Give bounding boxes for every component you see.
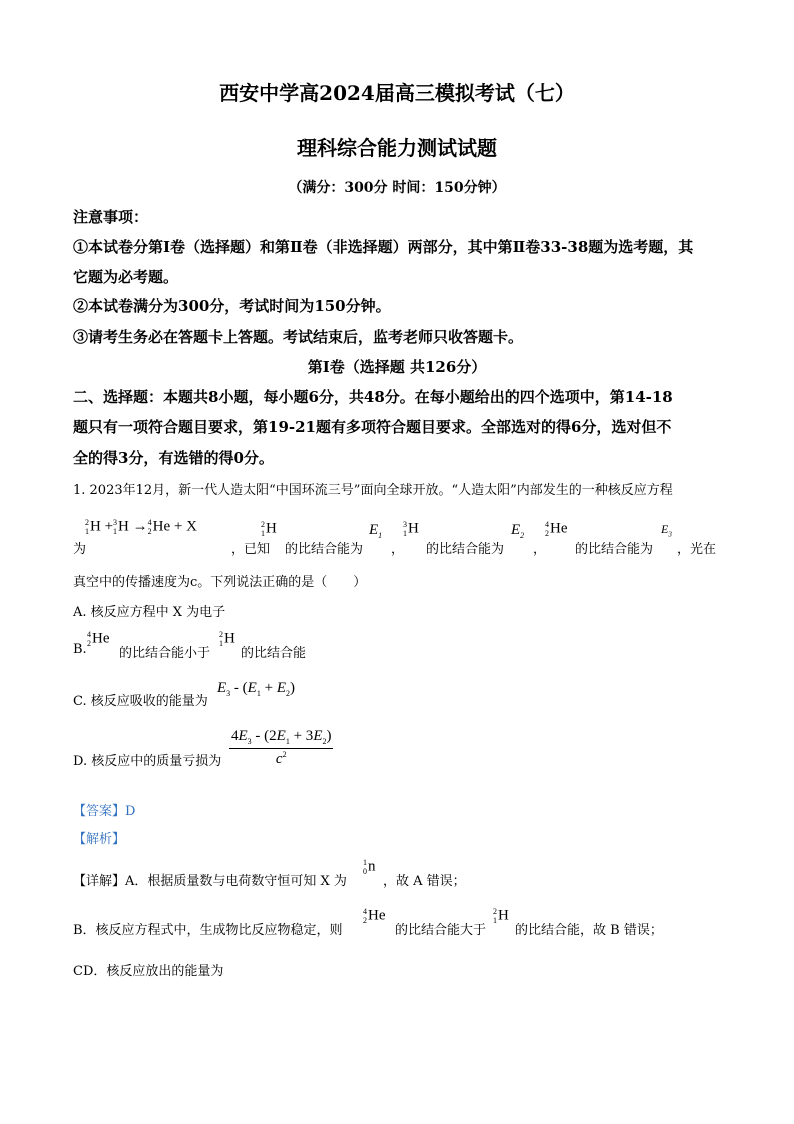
detail-cd: CD．核反应放出的能量为 (73, 964, 224, 979)
analysis-label: 【解析】 (73, 832, 126, 847)
notice-item-3: ③请考生务必在答题卡上答题。考试结束后，监考老师只收答题卡。 (73, 328, 524, 346)
question-stem-2: 为 2 1 H + 3 1 H → 4 2 He + X ，已知 2 1 H 的比结合能为 $E_1$ ， 3 1 H 的比结合能为 $E_2$ ， 4 2 He 的比结合能为 $E_3$ ，光在 (73, 518, 717, 557)
detail-b: B．核反应方程式中，生成物比反应物稳定，则 4 2 He 的比结合能大于 2 1 H 的比结合能，故 B 错误； (73, 907, 663, 938)
score-time: （满分：300分 时间：150分钟） (288, 180, 506, 196)
exam-subtitle: 理科综合能力测试试题 (297, 136, 497, 160)
notice-item-2: ②本试卷满分为300分，考试时间为150分钟。 (73, 297, 391, 315)
option-c: C. 核反应吸收的能量为 $E_3 - (E_1 + E_2)$ (73, 680, 295, 709)
notice-item-1: ①本试卷分第Ⅰ卷（选择题）和第Ⅱ卷（非选择题）两部分，其中第Ⅱ卷33-38题为选考题，其 (73, 238, 694, 256)
option-d: D. 核反应中的质量亏损为 $\frac{4E_3 - (2E_1 + 3E_2)}{c^2}$ (73, 728, 332, 769)
detail-a: 【详解】A．根据质量数与电荷数守恒可知 X 为 1 0 n ，故 A 错误； (73, 858, 466, 889)
option-a: A. 核反应方程中 X 为电子 (73, 605, 226, 620)
reaction-equation: 2 1 H + 3 1 H → 4 2 He + X (85, 518, 197, 536)
section-intro-3: 全的得3分，有选错的得0分。 (73, 449, 274, 467)
question-stem-3: 真空中的传播速度为c。下列说法正确的是（ ） (73, 575, 367, 590)
answer-label: 【答案】D (73, 804, 136, 819)
notice-heading: 注意事项： (73, 208, 149, 226)
section-intro-1: 二、选择题：本题共8小题，每小题6分，共48分。在每小题给出的四个选项中，第14-18 (73, 388, 673, 406)
exam-title: 西安中学高2024届高三模拟考试（七） (219, 81, 575, 105)
section-intro-2: 题只有一项符合题目要求，第19-21题有多项符合题目要求。全部选对的得6分，选对但不 (73, 418, 672, 436)
notice-item-1-cont: 它题为必考题。 (73, 268, 179, 286)
question-stem-1: 1. 2023年12月，新一代人造太阳“中国环流三号”面向全球开放。“人造太阳”内部发生的一种核反应方程 (73, 483, 673, 498)
option-b: B. 4 2 He 的比结合能小于 2 1 H 的比结合能 (73, 630, 307, 661)
section-heading: 第Ⅰ卷（选择题 共126分） (307, 358, 487, 376)
